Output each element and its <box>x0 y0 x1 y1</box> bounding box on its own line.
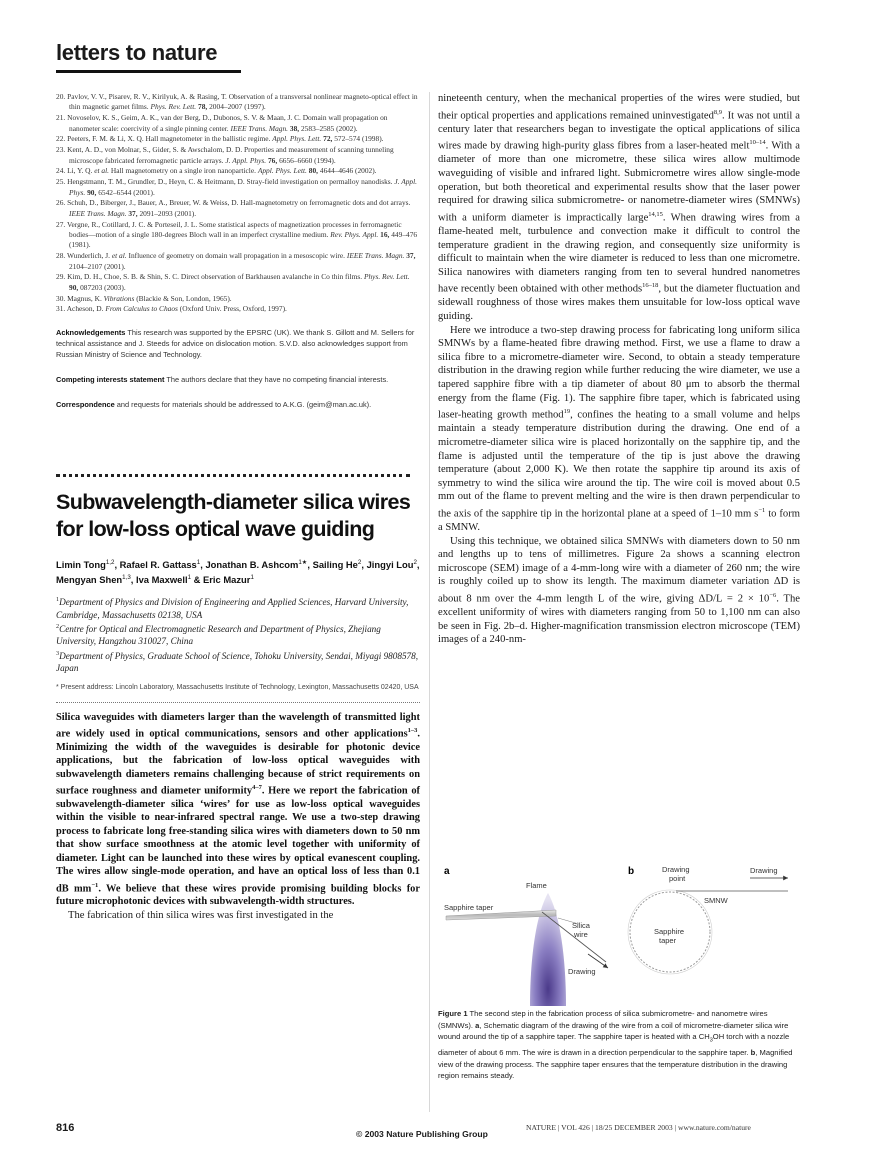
reference-volume: 78, <box>198 102 208 112</box>
drawing-label-a: Drawing <box>568 967 596 976</box>
smnw-label: SMNW <box>704 896 728 905</box>
reference-item <box>56 220 420 251</box>
author-name: Limin Tong <box>56 558 106 570</box>
abstract-part: Silica waveguides with diameters larger than the wavelength of transmitted light are widely used in optical communications, sensors and other applications <box>56 711 420 740</box>
author-name: Sailing He <box>312 558 358 570</box>
affiliation-mark: 2 <box>56 622 60 630</box>
competing-interests-text: The authors declare that they have no competing financial interests. <box>166 374 389 384</box>
affiliation-mark: 3 <box>56 649 60 657</box>
reference-volume: 37, <box>128 208 138 218</box>
caption-text: The second step in the fabrication process of silica submicrometre- and nanometre wires (SMNWs). <box>438 1009 768 1030</box>
reference-etal: et al. <box>111 251 127 261</box>
reference-number: 29. <box>56 272 66 282</box>
drawing-label-b: Drawing <box>750 866 778 875</box>
author-affiliation-mark: 1,2 <box>105 558 115 566</box>
right-column <box>438 92 800 647</box>
reference-volume: 90, <box>69 282 79 292</box>
reference-journal: Rev. Phys. Appl. <box>330 230 379 240</box>
reference-volume: 76, <box>267 155 278 165</box>
reference-pages: 6656–6660 (1994). <box>279 155 336 165</box>
acknowledgements-heading: Acknowledgements <box>56 327 126 337</box>
citation: 19 <box>563 408 571 416</box>
caption-text: , Magnified view of the drawing process. The sapphire taper ensures that the temperature distribution in the drawing region remains steady. <box>438 1048 793 1081</box>
abstract-part: . Here we report the fabrication of subwavelength-diameter silica ‘wires’ for use as low-loss optical waveguides within the visible to near-infrared spectral range. We use a two-step drawing process to fabricate long free-standing silica wires with diameters down to 50 nm that show surface smoothness at the atomic level together with uniformity of diameter. Light can be launched into these wires by optical evanescent coupling. The wires allow single-mode operation, and have an optical loss of less than 0.1 dB mm <box>56 785 421 894</box>
affiliation-mark: 1 <box>56 596 60 604</box>
reference-item <box>56 198 420 219</box>
reference-journal: Vibrations <box>103 293 135 303</box>
author-affiliation-mark: 2 <box>413 558 417 566</box>
reference-journal: IEEE Trans. Magn. <box>69 208 127 218</box>
competing-interests-heading: Competing interests statement <box>56 374 165 384</box>
author-name: Iva Maxwell <box>135 574 188 586</box>
reference-number: 20. <box>56 92 66 101</box>
text-part: nineteenth century, when the mechanical properties of the wires were studied, but their optical properties and applications remained uninvestigated <box>438 93 800 122</box>
reference-item <box>56 145 420 166</box>
affiliation <box>56 621 420 648</box>
author-affiliation-mark: 1 <box>196 558 201 566</box>
silica-label: Silica <box>572 921 590 930</box>
superscript: −6 <box>769 591 777 599</box>
page-number: 816 <box>56 1122 75 1134</box>
citation: 1–3 <box>407 727 418 735</box>
acknowledgements-text: This research was supported by the EPSRC (UK). We thank S. Gillott and M. Sellers for technical assistance and J. Steeds for advice on dislocation motion. S.V.D. also acknowledges support from Russian Ministry of Science and Technology. <box>56 327 415 359</box>
reference-volume: 72, <box>323 134 333 144</box>
caption-panel-b: b <box>750 1048 756 1058</box>
wire-label: wire <box>574 930 588 939</box>
body-paragraph <box>438 92 800 324</box>
abstract-rule <box>56 702 420 703</box>
reference-item <box>56 177 420 198</box>
affiliation <box>56 648 420 675</box>
author-affiliation-mark: 1,3 <box>122 573 131 581</box>
reference-number: 26. <box>56 198 66 208</box>
panel-b-label: b <box>628 866 635 877</box>
author-affiliation-mark: 1 <box>250 573 254 581</box>
affiliation-text: Department of Physics and Division of Engineering and Applied Sciences, Harvard University, Cambridge, Massachusetts 02138, USA <box>56 597 409 620</box>
drawing-point-label-2: point <box>669 874 686 883</box>
drawing-point-label-1: Drawing <box>662 865 690 874</box>
author-name: Eric Mazur <box>203 574 251 586</box>
text-part: . The excellent uniformity of wires with diameters ranging from 50 to 1,100 nm can also be seen in Fig. 2b–d. Higher-magnification transmission electron microscope (TEM) images of a 240-nm- <box>438 593 800 646</box>
affiliation-list <box>56 594 420 675</box>
text-part: Here we introduce a two-step drawing process for fabricating long uniform silica SMNWs by a flame-heated fibre drawing method. First, we use a flame to draw a silica fibre to a micrometre-diameter wire. Second, to obtain a steady temperature distribution in the drawing region while further reducing the wire diameter, we use a tapered sapphire fibre with a tip diameter of about 80 μm to absorb the thermal energy from the flame (Fig. 1). The sapphire fibre taper, which is fabricated using laser-heating growth method <box>438 324 800 421</box>
abstract-part: . We believe that these wires provide promising building blocks for future microphotonic devices with subwavelength-width structures. <box>56 882 420 908</box>
reference-list <box>56 92 420 315</box>
abstract-part: . Minimizing the width of the waveguides is desirable for photonic device applications, but the fabrication of low-loss optical waveguides with subwavelength diameters remains challenging because of strict requirements on surface roughness and diameter uniformity <box>56 728 420 797</box>
text-part: Using this technique, we obtained silica SMNWs with diameters down to 50 nm and lengths up to tens of millimetres. Figure 2a shows a scanning electron microscope (SEM) image of a 4-mm-long wire with a diameter of 260 nm; the wire is roughly coiled up to show its length. The maximum diameter variation ΔD is about 8 nm over the 4-mm length L of the wire, giving ΔD/L = 2 × 10 <box>438 535 800 605</box>
reference-journal: J. Appl. Phys. <box>225 155 267 165</box>
panel-a-label: a <box>444 866 450 877</box>
reference-pages: 2004–2007 (1997). <box>209 102 266 112</box>
article-separator <box>56 474 410 477</box>
text-part: , confines the heating to a small volume and helps maintain a steady temperature distribution during the drawing. One end of a micrometre-diameter silica wire is placed horizontally on the sapphire tip, and the flame is adjusted until the temperature of the tip is just above the drawing temperature (about 2,000 K). We then rotate the sapphire tip around its axis of symmetry to wind the silica wire around the tip. The wire coil is moved about 0.5 mm out of the flame to prevent melting and the wire is then drawn perpendicular to the axis of the sapphire tip in the horizontal plane at a speed of 1–10 mm s <box>438 409 800 520</box>
text-part: , but the diameter fluctuation and sidewall roughness of those wires makes them unsuitable for low-loss optical wave guiding. <box>438 283 800 323</box>
present-address: * Present address: Lincoln Laboratory, Massachusetts Institute of Technology, Lexington, Massachusetts 02420, USA <box>56 683 419 691</box>
citation: 8,9 <box>713 108 723 116</box>
reference-volume: 16, <box>380 230 390 240</box>
affiliation <box>56 594 420 621</box>
correspondence-text: and requests for materials should be addressed to A.K.G. (geim@man.ac.uk). <box>116 399 372 409</box>
body-paragraph <box>438 324 800 535</box>
reference-item <box>56 92 420 113</box>
reference-pages: 2583–2585 (2002). <box>300 123 358 133</box>
subscript: 3 <box>709 1037 713 1044</box>
reference-item <box>56 166 420 176</box>
author-affiliation-mark: 1★ <box>298 558 308 566</box>
reference-journal: Appl. Phys. Lett. <box>257 166 307 176</box>
caption-panel-a: a <box>475 1020 480 1030</box>
author-list: Limin Tong$^{1,2}$, Rafael R. Gattass$^1$, Jonathan B. Ashcom$^{1★}$, Sailing He$^2$, Jingyi Lou$^2$, Mengyan Shen$^{1,3}$, Iva Maxwell$^1$ & Eric Mazur$^1$ <box>56 558 420 586</box>
reference-item <box>56 113 420 134</box>
sapphire-label-1: Sapphire <box>654 927 685 936</box>
reference-journal: Appl. Phys. Lett. <box>272 134 322 144</box>
reference-pages: 2104–2107 (2001). <box>69 261 126 271</box>
reference-number: 27. <box>56 219 66 229</box>
reference-journal: IEEE Trans. Magn. <box>346 251 405 261</box>
reference-journal: IEEE Trans. Magn. <box>230 123 289 133</box>
text-part: . When drawing wires from a flame-heated melt, turbulence and convection make it difficult to control the temperature gradient in the drawing region, and consequently size uniformity is difficult to maintain when the wire diameter is reduced to less than one micrometre. Silica nanowires with diameters ranging from ten to several hundred nanometres have recently been obtained with other methods <box>438 212 800 295</box>
reference-authors: Wunderlich, J. <box>66 251 110 261</box>
competing-interests <box>56 374 420 385</box>
reference-journal: Phys. Rev. Lett. <box>363 272 410 282</box>
reference-pages: 449–476 (1981). <box>69 230 418 250</box>
reference-volume: 80, <box>308 166 319 176</box>
reference-authors: Pavlov, V. V., Pisarev, R. V., Kirilyuk, A. & Rasing, T. Observation of a transversal nonlinear magneto-optical effect in thin magnetic garnet films. <box>67 92 418 112</box>
reference-journal: Phys. Rev. Lett. <box>150 102 197 112</box>
citation: 16–18 <box>642 282 659 290</box>
reference-number: 30. <box>56 293 66 303</box>
reference-item <box>56 304 420 314</box>
reference-item <box>56 272 420 293</box>
reference-journal: From Calculus to Chaos <box>105 304 178 314</box>
sapphire-taper-label: Sapphire taper <box>444 903 494 912</box>
affiliation-text: Centre for Optical and Electromagnetic Research and Department of Physics, Zhejiang University, Hangzhou 310027, China <box>56 624 381 647</box>
reference-authors: Kim, D. H., Choe, S. B. & Shin, S. C. Direct observation of Barkhausen avalanche in Co thin films. <box>67 272 363 282</box>
superscript: −1 <box>758 506 766 514</box>
body-paragraph: The fabrication of thin silica wires was first investigated in the <box>68 909 334 921</box>
reference-number: 23. <box>56 145 66 155</box>
body-paragraph <box>438 535 800 647</box>
reference-authors: Li, Y. Q. <box>67 166 93 176</box>
reference-item <box>56 134 420 144</box>
citation: 10–14 <box>749 139 766 147</box>
author-affiliation-mark: 1 <box>187 573 192 581</box>
reference-pages: 572–574 (1998). <box>334 134 384 144</box>
reference-authors: Kent, A. D., von Molnar, S., Gider, S. & Awschalom, D. D. Properties and measurement of scanning tunneling microscope fabricated ferromagnetic particle arrays. <box>67 145 394 165</box>
reference-number: 25. <box>56 177 66 187</box>
figure-caption <box>438 1008 800 1082</box>
reference-item <box>56 294 420 304</box>
sapphire-label-2: taper <box>659 936 677 945</box>
reference-number: 28. <box>56 251 66 261</box>
caption-text: , Schematic diagram of the drawing of the wire from a coil of micrometre-diameter silica wire wound around the tip of a sapphire taper. The sapphire taper is heated with a CH <box>438 1020 789 1042</box>
reference-etal: et al. <box>94 166 110 176</box>
reference-authors: Vergne, R., Cotillard, J. C. & Porteseil, J. L. Some statistical aspects of magnetization processes in ferromagnetic bodies—motion of a single 180-degrees Bloch wall in an imperfect crystalline medium. <box>66 219 402 240</box>
reference-number: 21. <box>56 113 66 123</box>
citation: 4–7 <box>252 784 262 792</box>
abstract <box>56 711 420 909</box>
journal-info: NATURE | VOL 426 | 18/25 DECEMBER 2003 | www.nature.com/nature <box>526 1123 751 1132</box>
reference-volume: 37, <box>406 251 416 261</box>
reference-volume: 90, <box>87 187 97 197</box>
header-rule <box>56 70 241 73</box>
reference-authors: Schuh, D., Biberger, J., Bauer, A., Breuer, W. & Weiss, D. Hall-magnetometry on ferromagnetic dots and dot arrays. <box>67 198 411 208</box>
acknowledgements <box>56 327 420 360</box>
author-name: Rafael R. Gattass <box>119 558 197 570</box>
affiliation-text: Department of Physics, Graduate School of Science, Tohoku University, Sendai, Miyagi 9808578, Japan <box>56 650 419 674</box>
reference-authors: Novoselov, K. S., Geim, A. K., van der Berg, D., Dubonos, S. V. & Maan, J. C. Domain wall propagation on nanometer scale: coercivity of a single pinning center. <box>67 113 388 133</box>
reference-pages: 087203 (2003). <box>80 282 126 292</box>
author-affiliation-mark: 2 <box>357 558 362 566</box>
text-part: to form a SMNW. <box>438 508 800 533</box>
citation: 14,15 <box>648 210 663 218</box>
text-part: . It was not until a century later that researchers began to investigate the optical applications of silica wires made by drawing high-purity glass fibres from a laser-heated melt <box>438 110 801 152</box>
author-name: Jonathan B. Ashcom <box>205 558 299 570</box>
reference-authors: Peeters, F. M. & Li, X. Q. Hall magnetometer in the ballistic regime. <box>67 134 271 144</box>
reference-pages: 4644–4646 (2002). <box>319 166 377 176</box>
reference-item <box>56 251 420 272</box>
reference-number: 31. <box>56 304 66 314</box>
superscript: −1 <box>91 881 99 889</box>
reference-title: Influence of geometry on domain wall propagation in a mesoscopic wire. <box>128 251 346 261</box>
correspondence-heading: Correspondence <box>56 399 115 409</box>
reference-authors: Acheson, D. <box>66 304 104 314</box>
reference-pages: 6542–6544 (2001). <box>98 187 155 197</box>
reference-authors: Hengstmann, T. M., Grundler, D., Heyn, C. & Heitmann, D. Stray-field investigation on permalloy nanodisks. <box>67 177 393 187</box>
reference-journal: J. Appl. Phys. <box>69 177 418 197</box>
reference-volume: 38, <box>289 123 300 133</box>
column-divider <box>429 92 430 1112</box>
reference-title: Hall magnetometry on a single iron nanoparticle. <box>110 166 256 176</box>
flame-shape <box>530 893 566 1006</box>
figure-1 <box>438 858 800 1008</box>
text-part: . With a diameter of more than one micrometre, these silica wires allow multimode waveguiding of visible and infrared light. Submicrometre wires allow single-mode operation, but both theoretical and experimental results show that the laser power required for drawing silica submicrometre- or nanometre-diameter wires (SMNWs) with a uniform diameter is impractically large <box>438 140 801 224</box>
reference-pages: (Oxford Univ. Press, Oxford, 1997). <box>179 304 287 314</box>
reference-pages: (Blackie & Son, London, 1965). <box>136 293 232 303</box>
reference-number: 24. <box>56 166 66 176</box>
reference-pages: 2091–2093 (2001). <box>139 208 197 218</box>
section-title: letters to nature <box>56 40 218 65</box>
correspondence <box>56 399 420 410</box>
reference-authors: Magnus, K. <box>67 293 102 303</box>
author-name: Jingyi Lou <box>366 558 414 570</box>
article-title: Subwavelength-diameter silica wires for low-loss optical wave guiding <box>56 489 411 541</box>
caption-label: Figure 1 <box>438 1009 468 1018</box>
copyright: © 2003 Nature Publishing Group <box>356 1129 488 1139</box>
author-name: Mengyan Shen <box>56 574 123 586</box>
reference-number: 22. <box>56 134 66 144</box>
left-column <box>56 92 420 922</box>
page-header <box>56 40 241 73</box>
figure-1-diagram <box>438 858 800 1008</box>
flame-label: Flame <box>526 881 547 890</box>
caption-text: OH torch with a nozzle diameter of about 6 mm. The wire is drawn in a direction perpendicular to the sapphire taper. <box>438 1032 790 1058</box>
